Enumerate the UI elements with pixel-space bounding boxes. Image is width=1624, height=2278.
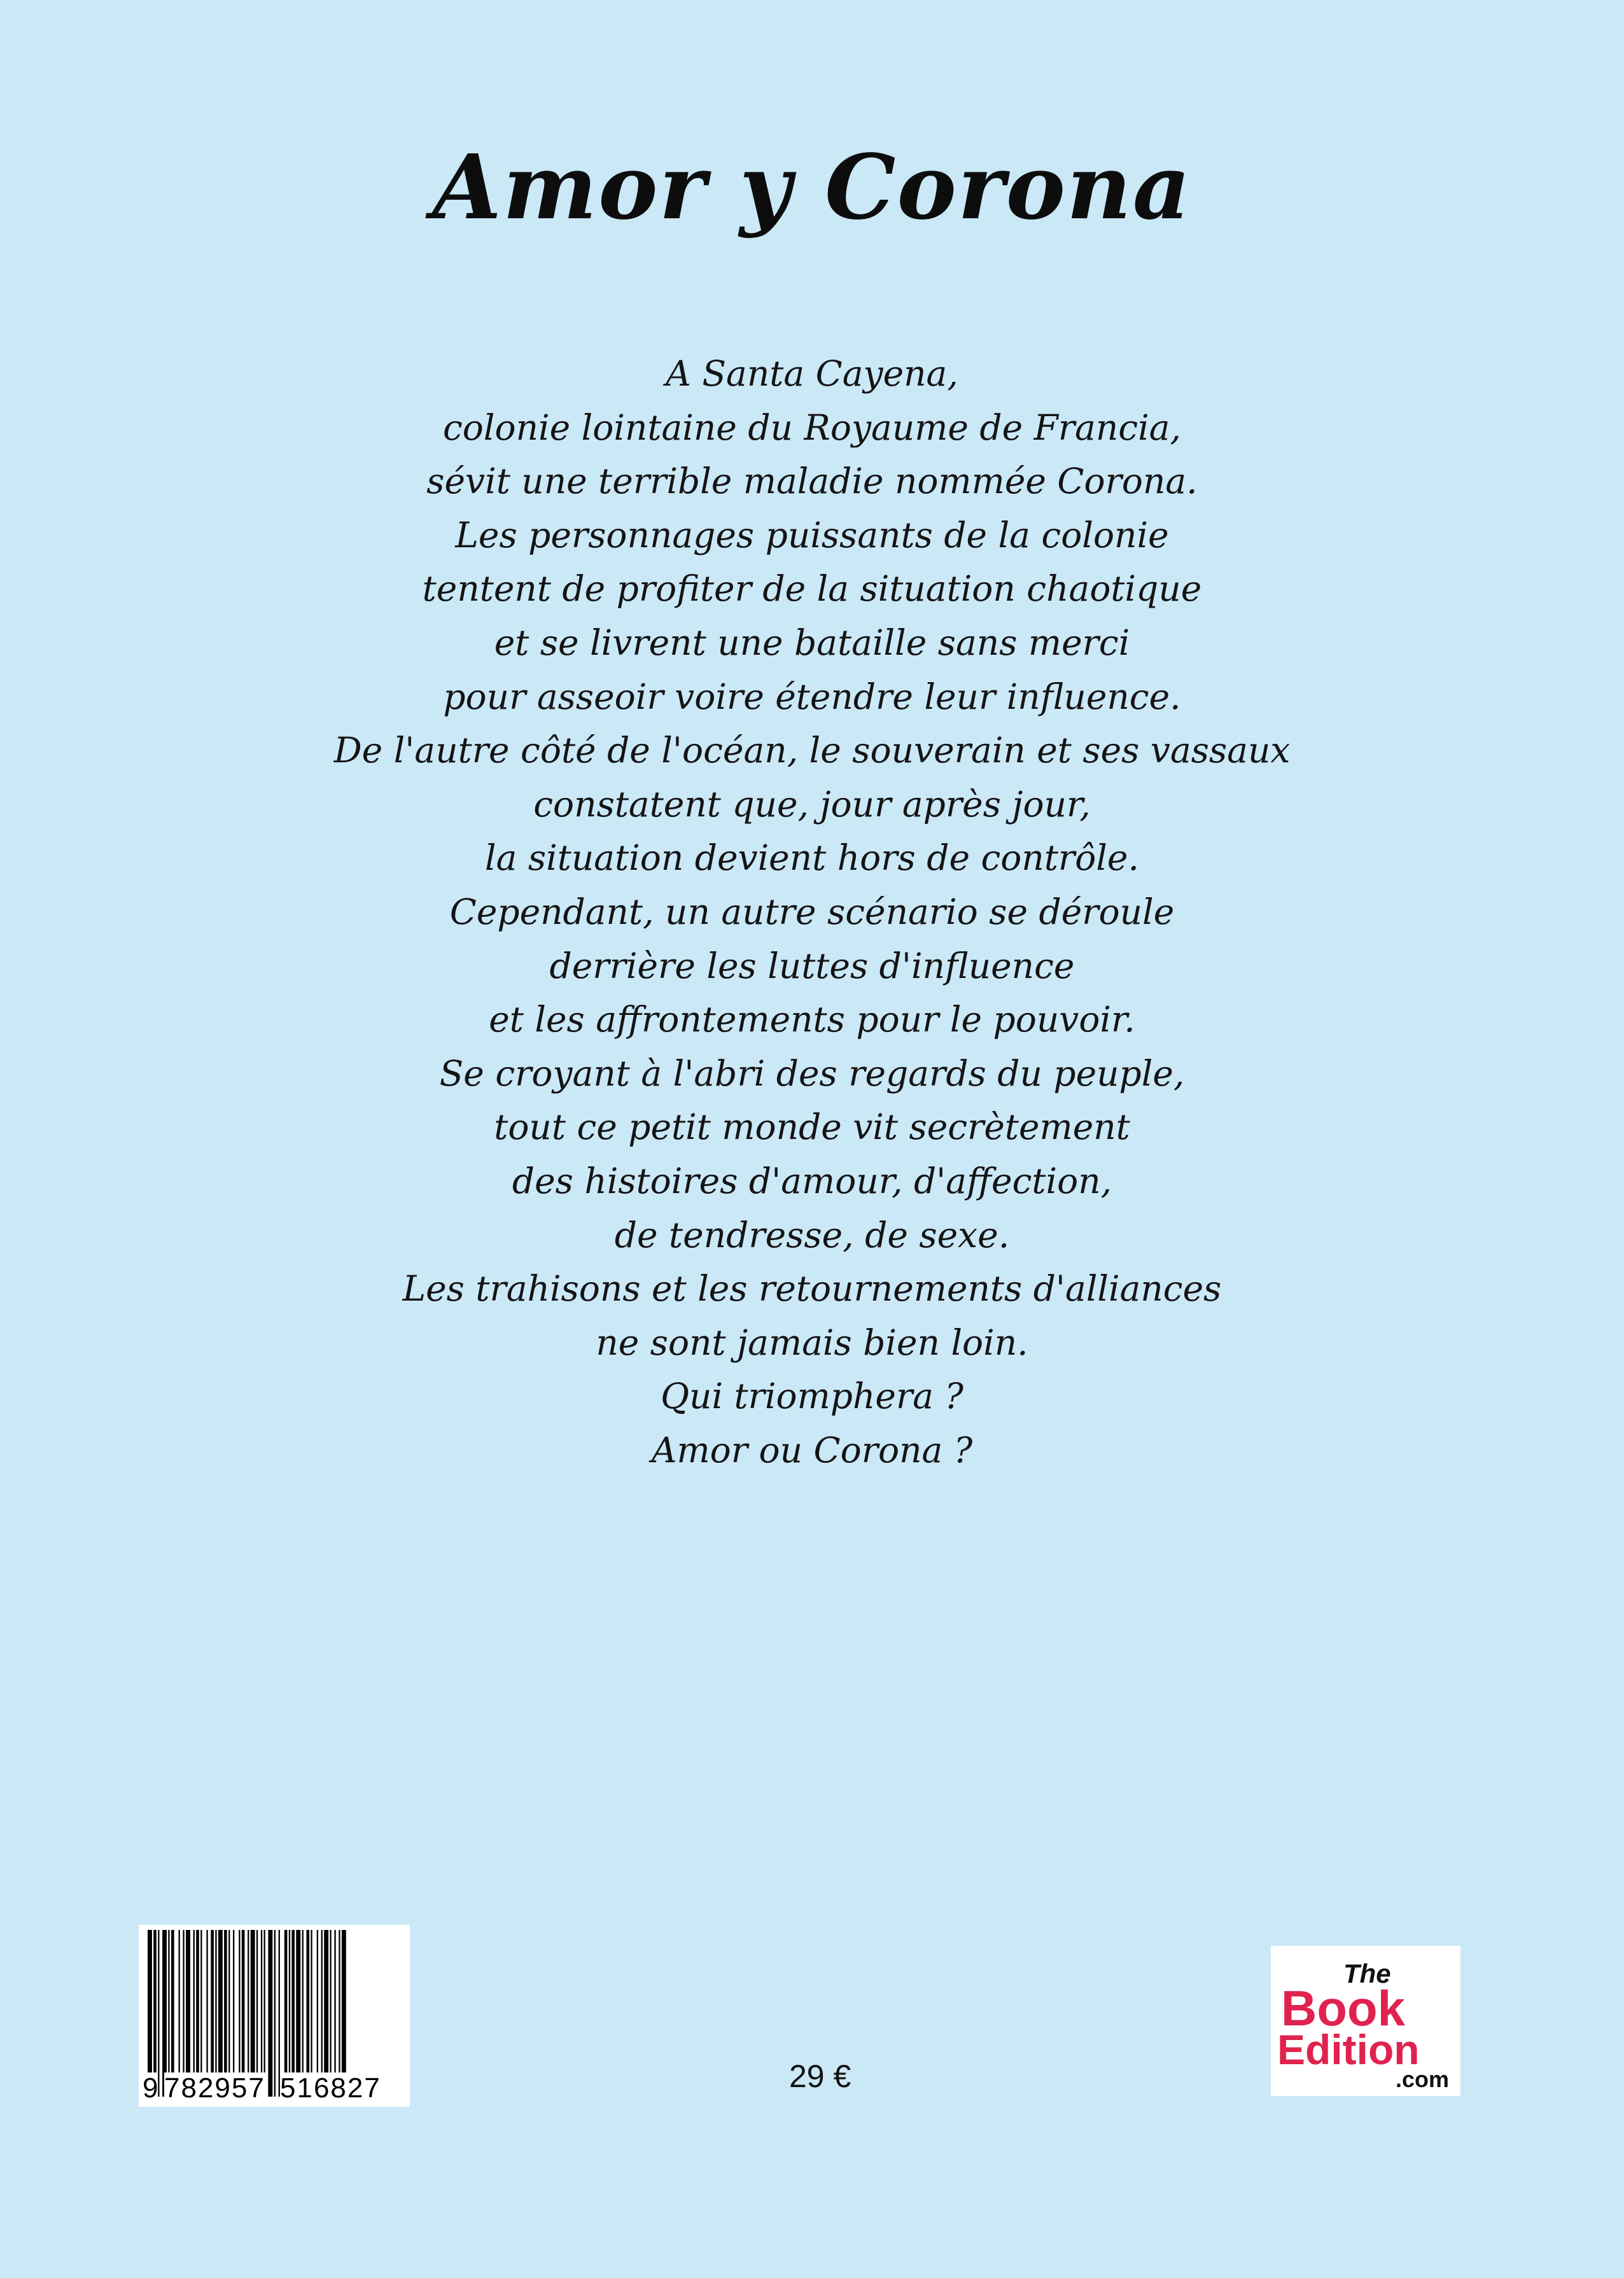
- barcode-bar: [183, 1930, 184, 2097]
- barcode-bar: [324, 1930, 328, 2097]
- blurb-line: Les trahisons et les retournements d'alliances: [402, 1268, 1222, 1310]
- blurb-line: sévit une terrible maladie nommée Corona.: [426, 461, 1198, 502]
- blurb-line: De l'autre côté de l'océan, le souverain et ses vassaux: [333, 730, 1291, 771]
- barcode-bar: [168, 1930, 169, 2097]
- blurb-line: des histoires d'amour, d'affection,: [512, 1160, 1112, 1201]
- logo-edition: Edition: [1277, 2026, 1420, 2073]
- blurb-line: Cependant, un autre scénario se déroule: [449, 891, 1175, 932]
- barcode-bar: [264, 1930, 265, 2097]
- barcode-right-group: 516827: [280, 2072, 381, 2104]
- blurb-line: tout ce petit monde vit secrètement: [494, 1107, 1130, 1148]
- blurb-line: pour asseoir voire étendre leur influence.: [443, 676, 1181, 717]
- blurb-line: constatent que, jour après jour,: [533, 783, 1091, 825]
- barcode-bar: [239, 1930, 240, 2097]
- barcode-bar: [179, 1930, 180, 2097]
- barcode-bar: [215, 1930, 216, 2097]
- blurb-line: A Santa Cayena,: [666, 353, 958, 394]
- barcode-bar: [211, 1930, 214, 2097]
- blurb-line: colonie lointaine du Royaume de Francia,: [443, 407, 1181, 448]
- barcode-bar: [153, 1930, 157, 2097]
- blurb: [0, 347, 1624, 1477]
- barcode-bar: [200, 1930, 202, 2097]
- barcode-bar: [218, 1930, 223, 2097]
- blurb-line: ne sont jamais bien loin.: [596, 1322, 1028, 1363]
- blurb-line: Qui triomphera ?: [660, 1376, 964, 1417]
- publisher-logo-mark: [1271, 1946, 1460, 2096]
- blurb-line: et se livrent une bataille sans merci: [494, 622, 1130, 663]
- barcode-bar: [148, 1930, 152, 2097]
- barcode-bar: [193, 1930, 195, 2097]
- blurb-line: tentent de profiter de la situation chaotique: [422, 568, 1202, 610]
- barcode-bar: [228, 1930, 230, 2097]
- barcode-bar: [307, 1930, 310, 2097]
- blurb-line: derrière les luttes d'influence: [549, 945, 1075, 986]
- barcode-bar: [289, 1930, 290, 2097]
- barcode-bar: [186, 1930, 190, 2097]
- barcode-bar: [261, 1930, 262, 2097]
- barcode-bar: [268, 1930, 272, 2097]
- barcode-bar: [224, 1930, 227, 2097]
- barcode-bar: [248, 1930, 249, 2097]
- blurb-line: la situation devient hors de contrôle.: [485, 837, 1139, 879]
- barcode-bar: [279, 1930, 280, 2097]
- blurb-line: Amor ou Corona ?: [651, 1429, 973, 1471]
- logo-book: Book: [1281, 1980, 1405, 2036]
- barcode-bar: [171, 1930, 174, 2097]
- barcode-bar: [296, 1930, 300, 2097]
- barcode-bar: [291, 1930, 295, 2097]
- barcode-bar: [317, 1930, 318, 2097]
- barcode-bar: [321, 1930, 323, 2097]
- barcode-bar: [330, 1930, 331, 2097]
- barcode-bar: [196, 1930, 199, 2097]
- barcode-bar: [158, 1930, 159, 2097]
- barcode-bar: [233, 1930, 234, 2097]
- barcode-bar: [206, 1930, 207, 2097]
- price: 29 €: [789, 2058, 851, 2094]
- blurb-line: Les personnages puissants de la colonie: [455, 514, 1169, 556]
- barcode-bar: [334, 1930, 335, 2097]
- publisher-logo: [1271, 1946, 1460, 2096]
- barcode-bar: [311, 1930, 312, 2097]
- barcode-bar: [162, 1930, 167, 2097]
- barcode-digits: [139, 2072, 410, 2104]
- blurb-line: et les affrontements pour le pouvoir.: [489, 999, 1135, 1040]
- isbn-barcode: [139, 1925, 410, 2107]
- barcode-bar: [339, 1930, 340, 2097]
- logo-dotcom: .com: [1396, 2066, 1450, 2092]
- barcode-bar: [256, 1930, 258, 2097]
- book-title: Amor y Corona: [432, 136, 1192, 240]
- barcode-bar: [302, 1930, 304, 2097]
- barcode-bar: [342, 1930, 346, 2097]
- barcode-bar: [251, 1930, 255, 2097]
- blurb-line: de tendresse, de sexe.: [614, 1214, 1010, 1255]
- barcode-bar: [242, 1930, 245, 2097]
- logo-the: The: [1343, 1959, 1391, 1988]
- barcode-left-group: 782957: [164, 2072, 265, 2104]
- barcode-bar: [274, 1930, 276, 2097]
- blurb-line: Se croyant à l'abri des regards du peuple,: [439, 1052, 1185, 1094]
- barcode-lead-digit: 9: [143, 2072, 158, 2104]
- barcode-bar: [284, 1930, 288, 2097]
